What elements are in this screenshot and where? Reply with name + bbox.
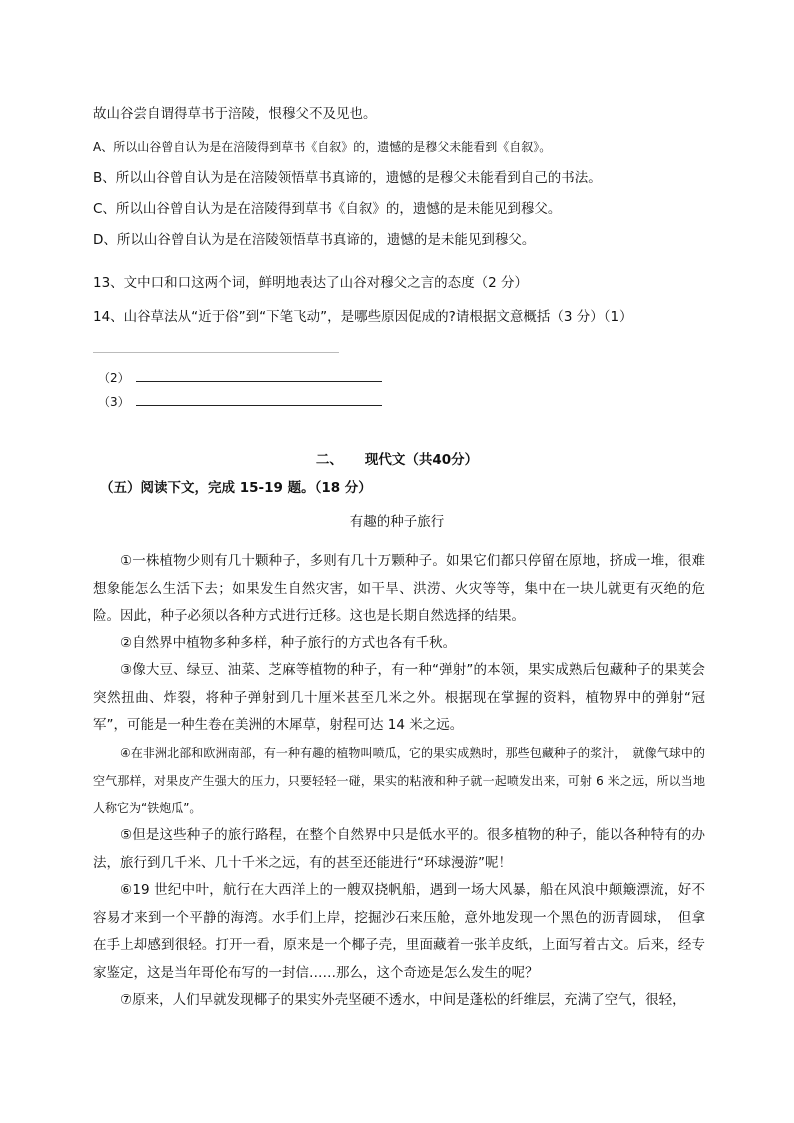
paragraph-6: ⑥19 世纪中叶，航行在大西洋上的一艘双挠帆船，遇到一场大风暴，船在风浪中颠簸漂流，好不容易才来到一个平静的海湾。水手们上岸，挖掘沙石来压舱，意外地发现一个黑色的沥青圆球， 但拿在手上却感到很轻。打开一看，原来是一个椰子壳，里面藏着一张羊皮纸，上面写着古文。后来，经专家鉴定，这是当年哥伦布写的一封信……那么，这个奇迹是怎么发生的呢？: [93, 882, 705, 981]
option-b: B、所以山谷曾自认为是在涪陵领悟草书真谛的，遗憾的是穆父未能看到自己的书法。: [93, 170, 602, 186]
section-title: 现代文（共40分）: [364, 452, 479, 468]
answer-row-3: [98, 392, 382, 412]
answer-line-1[interactable]: [93, 352, 339, 353]
paragraph-1: ①一株植物少则有几十颗种子，多则有几十万颗种子。如果它们都只停留在原地，挤成一堆，很难想象能怎么生活下去；如果发生自然灾害，如干旱、洪涝、火灾等等，集中在一块儿就更有灭绝的危险。因此，种子必须以各种方式进行迁移。这也是长期自然选择的结果。: [93, 553, 705, 624]
option-d: D、所以山谷曾自认为是在涪陵领悟草书真谛的，遗憾的是未能见到穆父。: [93, 232, 536, 248]
paragraph-4: ④在非洲北部和欧洲南部，有一种有趣的植物叫喷瓜，它的果实成熟时，那些包藏种子的浆汁， 就像气球中的空气那样，对果皮产生强大的压力，只要轻轻一碰，果实的粘液和种子就一起喷发出来，可射 6 米之远，所以当地人称它为“铁炮瓜”。: [93, 746, 705, 815]
answer-label-3: （3）: [98, 395, 130, 409]
section-number: 二、: [315, 452, 343, 468]
answer-blank-2[interactable]: [136, 369, 382, 382]
section-heading: [0, 448, 794, 468]
subsection-heading: （五）阅读下文，完成 15-19 题。（18 分）: [100, 480, 372, 496]
answer-label-2: （2）: [98, 371, 130, 385]
answer-row-2: [98, 368, 382, 388]
essay-title: 有趣的种子旅行: [349, 514, 445, 530]
paragraph-7: ⑦原来，人们早就发现椰子的果实外壳坚硬不透水，中间是蓬松的纤维层，充满了空气，很轻，: [120, 992, 686, 1008]
question-13: 13、文中口和口这两个词，鲜明地表达了山谷对穆父之言的态度（2 分）: [93, 275, 529, 291]
paragraph-5: ⑤但是这些种子的旅行路程，在整个自然界中只是低水平的。很多植物的种子，能以各种特有的办法，旅行到几千米、几十千米之远，有的甚至还能进行“环球漫游”呢！: [93, 827, 705, 871]
answer-blank-3[interactable]: [136, 393, 382, 406]
option-c: C、所以山谷曾自认为是在涪陵得到草书《自叙》的，遗憾的是未能见到穆父。: [93, 201, 562, 217]
option-a: A、所以山谷曾自认为是在涪陵得到草书《自叙》的，遗憾的是穆父未能看到《自叙》。: [93, 140, 552, 154]
question-14: 14、山谷草法从“近于俗”到“下笔飞动”，是哪些原因促成的?请根据文意概括（3 分）（1）: [93, 309, 633, 325]
paragraph-3: ③像大豆、绿豆、油菜、芝麻等植物的种子，有一种“弹射”的本领，果实成熟后包藏种子的果荚会突然扭曲、炸裂，将种子弹射到几十厘米甚至几米之外。根据现在掌握的资料，植物界中的弹射“冠军”，可能是一种生卷在美洲的木犀草，射程可达 14 米之远。: [93, 662, 705, 733]
paragraph-2: ②自然界中植物多种多样，种子旅行的方式也各有千秋。: [120, 635, 457, 651]
quote-line: 故山谷尝自谓得草书于涪陵，恨穆父不及见也。: [93, 106, 377, 122]
